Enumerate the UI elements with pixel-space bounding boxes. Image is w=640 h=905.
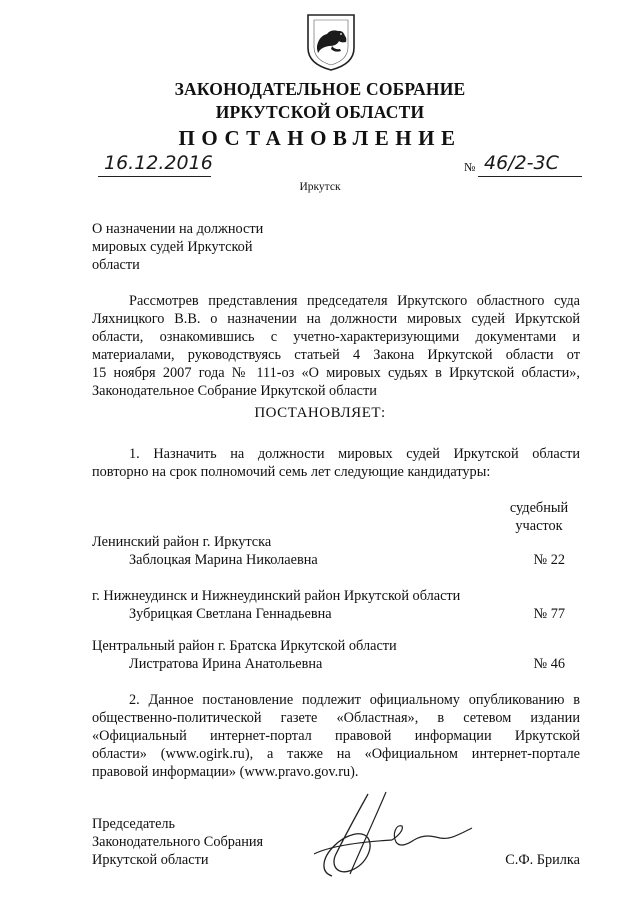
item1-paragraph xyxy=(92,445,580,481)
document-number: 46/2-3С xyxy=(484,152,559,174)
resolves-heading: ПОСТАНОВЛЯЕТ: xyxy=(254,405,386,421)
item2-line: области» (www.ogirk.ru), а также на «Официальном интернет-портале xyxy=(92,746,580,762)
appointment-entry xyxy=(92,533,580,569)
item1-line: повторно на срок полномочий семь лет следующие кандидатуры: xyxy=(92,464,491,480)
column-header-line: судебный xyxy=(509,500,569,516)
subject-line: области xyxy=(92,257,140,273)
city-label: Иркутск xyxy=(299,181,341,193)
item2-line: 2. Данное постановление подлежит официальному опубликованию в xyxy=(129,692,580,708)
document-type-title: ПОСТАНОВЛЕНИЕ xyxy=(178,126,462,150)
number-field xyxy=(464,152,582,176)
appointment-section-number: № 46 xyxy=(533,656,565,672)
coat-of-arms-emblem xyxy=(305,12,357,72)
appointment-section-number: № 22 xyxy=(533,552,565,568)
preamble-line: области, ознакомившись с учетно-характеризующими документами и xyxy=(92,329,580,345)
appointment-judge-name: Заблоцкая Марина Николаевна xyxy=(129,552,318,568)
document-date: 16.12.2016 xyxy=(104,152,213,174)
item2-line: правовой информации» (www.pravo.gov.ru). xyxy=(92,764,359,780)
subject-line: мировых судей Иркутской xyxy=(92,239,253,255)
organization-name-line2: ИРКУТСКОЙ ОБЛАСТИ xyxy=(215,102,425,122)
date-field xyxy=(98,152,211,177)
section-column-header xyxy=(498,499,580,535)
signatory-title-line: Иркутской области xyxy=(92,852,209,868)
signatory-title xyxy=(92,815,332,869)
organization-name-line1: ЗАКОНОДАТЕЛЬНОЕ СОБРАНИЕ xyxy=(174,79,466,99)
column-header-line: участок xyxy=(515,518,563,534)
appointment-entry xyxy=(92,637,580,673)
preamble-line: 15 ноября 2007 года № 111-оз «О мировых судьях в Иркутской области», xyxy=(92,365,580,381)
item1-line: 1. Назначить на должности мировых судей Иркутской области xyxy=(129,446,580,462)
appointment-section-number: № 77 xyxy=(533,606,565,622)
preamble-line: Законодательное Собрание Иркутской области xyxy=(92,383,377,399)
item2-line: «Официальный интернет-портал правовой информации Иркутской xyxy=(92,728,580,744)
preamble-line: материалами, руководствуясь статьей 4 Закона Иркутской области от xyxy=(92,347,580,363)
signatory-title-line: Председатель xyxy=(92,816,176,832)
signatory-name: С.Ф. Брилка xyxy=(505,852,580,868)
preamble-paragraph xyxy=(92,292,580,400)
subject-block xyxy=(92,220,352,274)
appointment-district: Ленинский район г. Иркутска xyxy=(92,534,272,550)
preamble-line: Ляхницкого В.В. о назначении на должности мировых судей Иркутской xyxy=(92,311,580,327)
appointment-judge-name: Зубрицкая Светлана Геннадьевна xyxy=(129,606,332,622)
appointment-entry xyxy=(92,587,580,623)
appointment-district: г. Нижнеудинск и Нижнеудинский район Иркутской области xyxy=(92,588,461,604)
preamble-line: Рассмотрев представления председателя Иркутского областного суда xyxy=(129,293,580,309)
subject-line: О назначении на должности xyxy=(92,221,264,237)
number-prefix: № xyxy=(464,160,476,174)
item2-line: общественно-политической газете «Областная», в сетевом издании xyxy=(92,710,580,726)
appointment-district: Центральный район г. Братска Иркутской области xyxy=(92,638,397,654)
item2-paragraph xyxy=(92,691,580,781)
appointment-judge-name: Листратова Ирина Анатольевна xyxy=(129,656,323,672)
signatory-title-line: Законодательного Собрания xyxy=(92,834,264,850)
